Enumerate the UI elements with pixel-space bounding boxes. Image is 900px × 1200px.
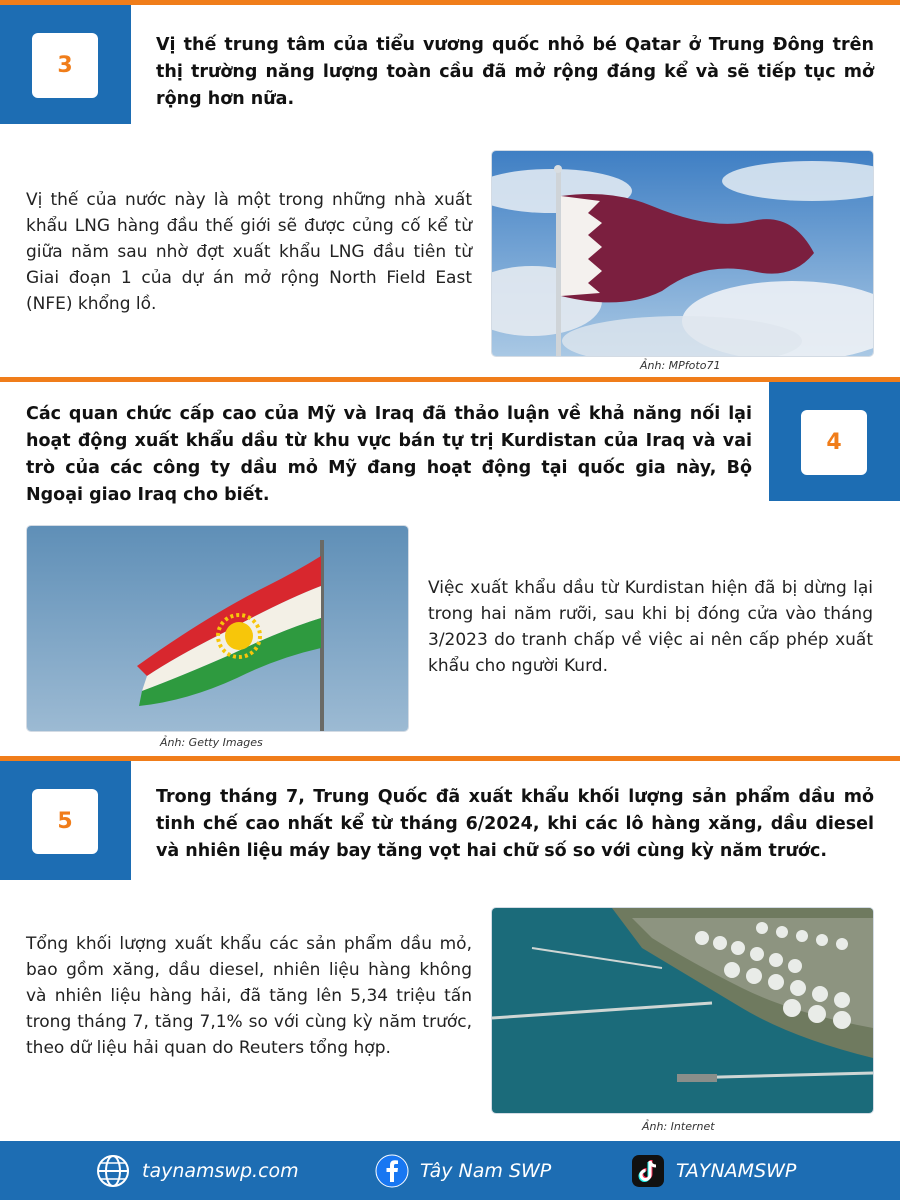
- divider-line: [0, 756, 900, 761]
- kurdistan-flag-photo: [26, 525, 409, 732]
- facebook-link[interactable]: [375, 1141, 551, 1200]
- photo-caption: Ảnh: Internet: [642, 1120, 715, 1133]
- section-headline: Các quan chức cấp cao của Mỹ và Iraq đã thảo luận về khả năng nối lại hoạt động xuất khẩu dầu từ khu vực bán tự trị Kurdistan của Iraq và vai trò của các công ty dầu mỏ Mỹ đang hoạt động tại quốc gia này, Bộ Ngoại giao Iraq cho biết.: [26, 404, 752, 505]
- website-label: taynamswp.com: [142, 1159, 299, 1182]
- photo-caption: Ảnh: MPfoto71: [640, 359, 721, 372]
- footer-bar: [0, 1141, 900, 1200]
- facebook-label: Tây Nam SWP: [420, 1159, 552, 1182]
- divider-line: [0, 377, 900, 382]
- section-number-block: [0, 5, 131, 124]
- facebook-icon: [375, 1154, 409, 1188]
- section-body: Vị thế của nước này là một trong những nhà xuất khẩu LNG hàng đầu thế giới sẽ được củng cố kể từ giữa năm sau nhờ đợt xuất khẩu LNG đầu tiên từ Giai đoạn 1 của dự án mở rộng North Field East (NFE) khổng lồ.: [26, 190, 472, 314]
- website-link[interactable]: [95, 1141, 299, 1200]
- globe-icon: [95, 1153, 131, 1189]
- tiktok-link[interactable]: [631, 1141, 796, 1200]
- photo-caption: Ảnh: Getty Images: [160, 736, 263, 749]
- oil-terminal-photo: [491, 907, 874, 1114]
- tiktok-label: TAYNAMSWP: [676, 1159, 797, 1182]
- section-number: 4: [801, 410, 867, 475]
- qatar-flag-photo: [491, 150, 874, 357]
- divider-line: [0, 0, 900, 5]
- section-body: Tổng khối lượng xuất khẩu các sản phẩm dầu mỏ, bao gồm xăng, dầu diesel, nhiên liệu hàng không và nhiên liệu hàng hải, đã tăng lên 5,34 triệu tấn trong tháng 7, tăng 7,1% so với cùng kỳ năm trước, theo dữ liệu hải quan do Reuters tổng hợp.: [26, 934, 472, 1058]
- section-number: 5: [32, 789, 98, 854]
- section-number-block: [769, 382, 900, 501]
- section-headline: Vị thế trung tâm của tiểu vương quốc nhỏ bé Qatar ở Trung Đông trên thị trường năng lượng toàn cầu đã mở rộng đáng kể và sẽ tiếp tục mở rộng hơn nữa.: [156, 35, 874, 109]
- section-body: Việc xuất khẩu dầu từ Kurdistan hiện đã bị dừng lại trong hai năm rưỡi, sau khi bị đóng cửa vào tháng 3/2023 do tranh chấp về việc ai nên cấp phép xuất khẩu cho người Kurd.: [428, 578, 873, 676]
- section-headline: Trong tháng 7, Trung Quốc đã xuất khẩu khối lượng sản phẩm dầu mỏ tinh chế cao nhất kể từ tháng 6/2024, khi các lô hàng xăng, dầu diesel và nhiên liệu máy bay tăng vọt hai chữ số so với cùng kỳ năm trước.: [156, 787, 874, 861]
- section-number: 3: [32, 33, 98, 98]
- section-number-block: [0, 761, 131, 880]
- tiktok-icon: [631, 1154, 665, 1188]
